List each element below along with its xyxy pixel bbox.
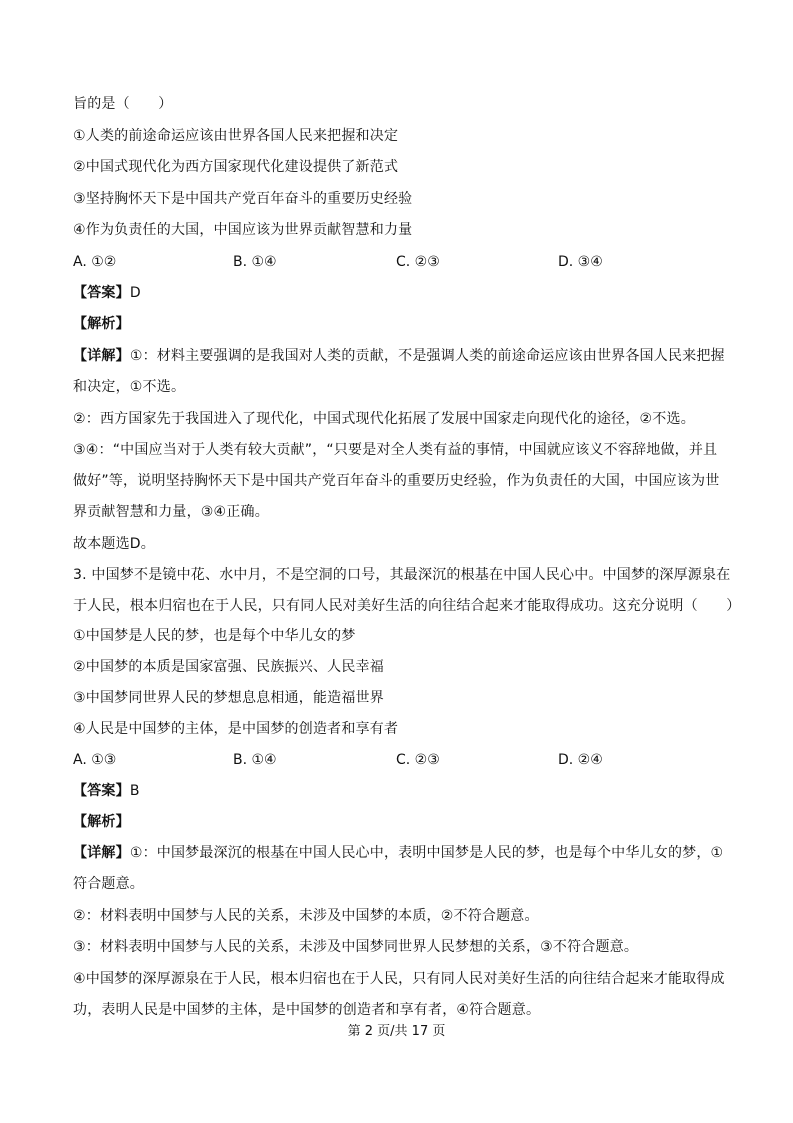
q2-detail-line-1: 【详解】①：材料主要强调的是我国对人类的贡献，不是强调人类的前途命运应该由世界各国人民来把握 <box>73 348 725 364</box>
q3-analysis-label: 【解析】 <box>73 814 130 830</box>
q3-choice-c: C. ②③ <box>396 752 440 768</box>
q3-detail-line-5: ④中国梦的深厚源泉在于人民，根本归宿也在于人民，只有同人民对美好生活的向往结合起来才能取得成 <box>73 971 725 987</box>
q2-option-4: ④作为负责任的大国，中国应该为世界贡献智慧和力量 <box>73 222 413 238</box>
q3-detail-line-4: ③：材料表明中国梦与人民的关系，未涉及中国梦同世界人民梦想的关系，③不符合题意。 <box>73 939 639 955</box>
q2-detail-line-3: ②：西方国家先于我国进入了现代化，中国式现代化拓展了发展中国家走向现代化的途径，②不选。 <box>73 411 695 427</box>
q2-choice-b: B. ①④ <box>233 254 277 270</box>
q3-option-3: ③中国梦同世界人民的梦想息息相通，能造福世界 <box>73 690 384 706</box>
q2-choice-a: A. ①② <box>73 254 117 270</box>
answer-label: 【答案】 <box>73 285 130 301</box>
q3-detail-line-2: 符合题意。 <box>73 876 144 892</box>
q2-choice-c: C. ②③ <box>396 254 440 270</box>
answer-label: 【答案】 <box>73 783 130 799</box>
q2-option-1: ①人类的前途命运应该由世界各国人民来把握和决定 <box>73 128 399 144</box>
q2-option-2: ②中国式现代化为西方国家现代化建设提供了新范式 <box>73 159 399 175</box>
q3-option-1: ①中国梦是人民的梦，也是每个中华儿女的梦 <box>73 628 356 644</box>
q3-choice-a: A. ①③ <box>73 752 117 768</box>
q2-stem-tail: 旨的是（ ） <box>73 96 173 112</box>
q3-answer <box>73 781 140 801</box>
q3-option-2: ②中国梦的本质是国家富强、民族振兴、人民幸福 <box>73 659 384 675</box>
detail-label: 【详解】 <box>73 845 130 861</box>
q3-stem-line-1: 3. 中国梦不是镜中花、水中月，不是空洞的口号，其最深沉的根基在中国人民心中。中国梦的深厚源泉在 <box>73 567 731 583</box>
q2-detail-line-2: 和决定，①不选。 <box>73 379 186 395</box>
q3-stem-line-2: 于人民，根本归宿也在于人民，只有同人民对美好生活的向往结合起来才能取得成功。这充分说明（ ） <box>73 598 741 614</box>
q3-option-4: ④人民是中国梦的主体，是中国梦的创造者和享有者 <box>73 721 399 737</box>
q3-choice-d: D. ②④ <box>558 752 603 768</box>
q2-conclusion: 故本题选D。 <box>73 536 155 552</box>
page-footer: 第 2 页/共 17 页 <box>347 1024 446 1039</box>
q2-choice-d: D. ③④ <box>558 254 603 270</box>
answer-value: D <box>129 285 141 301</box>
q2-analysis-label: 【解析】 <box>73 316 130 332</box>
detail-label: 【详解】 <box>73 348 130 364</box>
q2-detail-line-6: 界贡献智慧和力量，③④正确。 <box>73 504 269 520</box>
q3-detail-line-6: 功，表明人民是中国梦的主体，是中国梦的创造者和享有者，④符合题意。 <box>73 1002 541 1018</box>
answer-value: B <box>129 783 140 799</box>
q2-option-3: ③坚持胸怀天下是中国共产党百年奋斗的重要历史经验 <box>73 191 413 207</box>
q3-detail-line-1: 【详解】①：中国梦最深沉的根基在中国人民心中，表明中国梦是人民的梦，也是每个中华儿女的梦，① <box>73 845 724 861</box>
q2-answer <box>73 283 141 303</box>
q3-detail-line-3: ②：材料表明中国梦与人民的关系，未涉及中国梦的本质，②不符合题意。 <box>73 908 539 924</box>
q2-detail-line-4: ③④：“中国应当对于人类有较大贡献”，“只要是对全人类有益的事情，中国就应该义不容辞地做，并且 <box>73 442 718 458</box>
q3-choice-b: B. ①④ <box>233 752 277 768</box>
q2-detail-line-5: 做好”等，说明坚持胸怀天下是中国共产党百年奋斗的重要历史经验，作为负责任的大国，中国应该为世 <box>73 473 720 489</box>
